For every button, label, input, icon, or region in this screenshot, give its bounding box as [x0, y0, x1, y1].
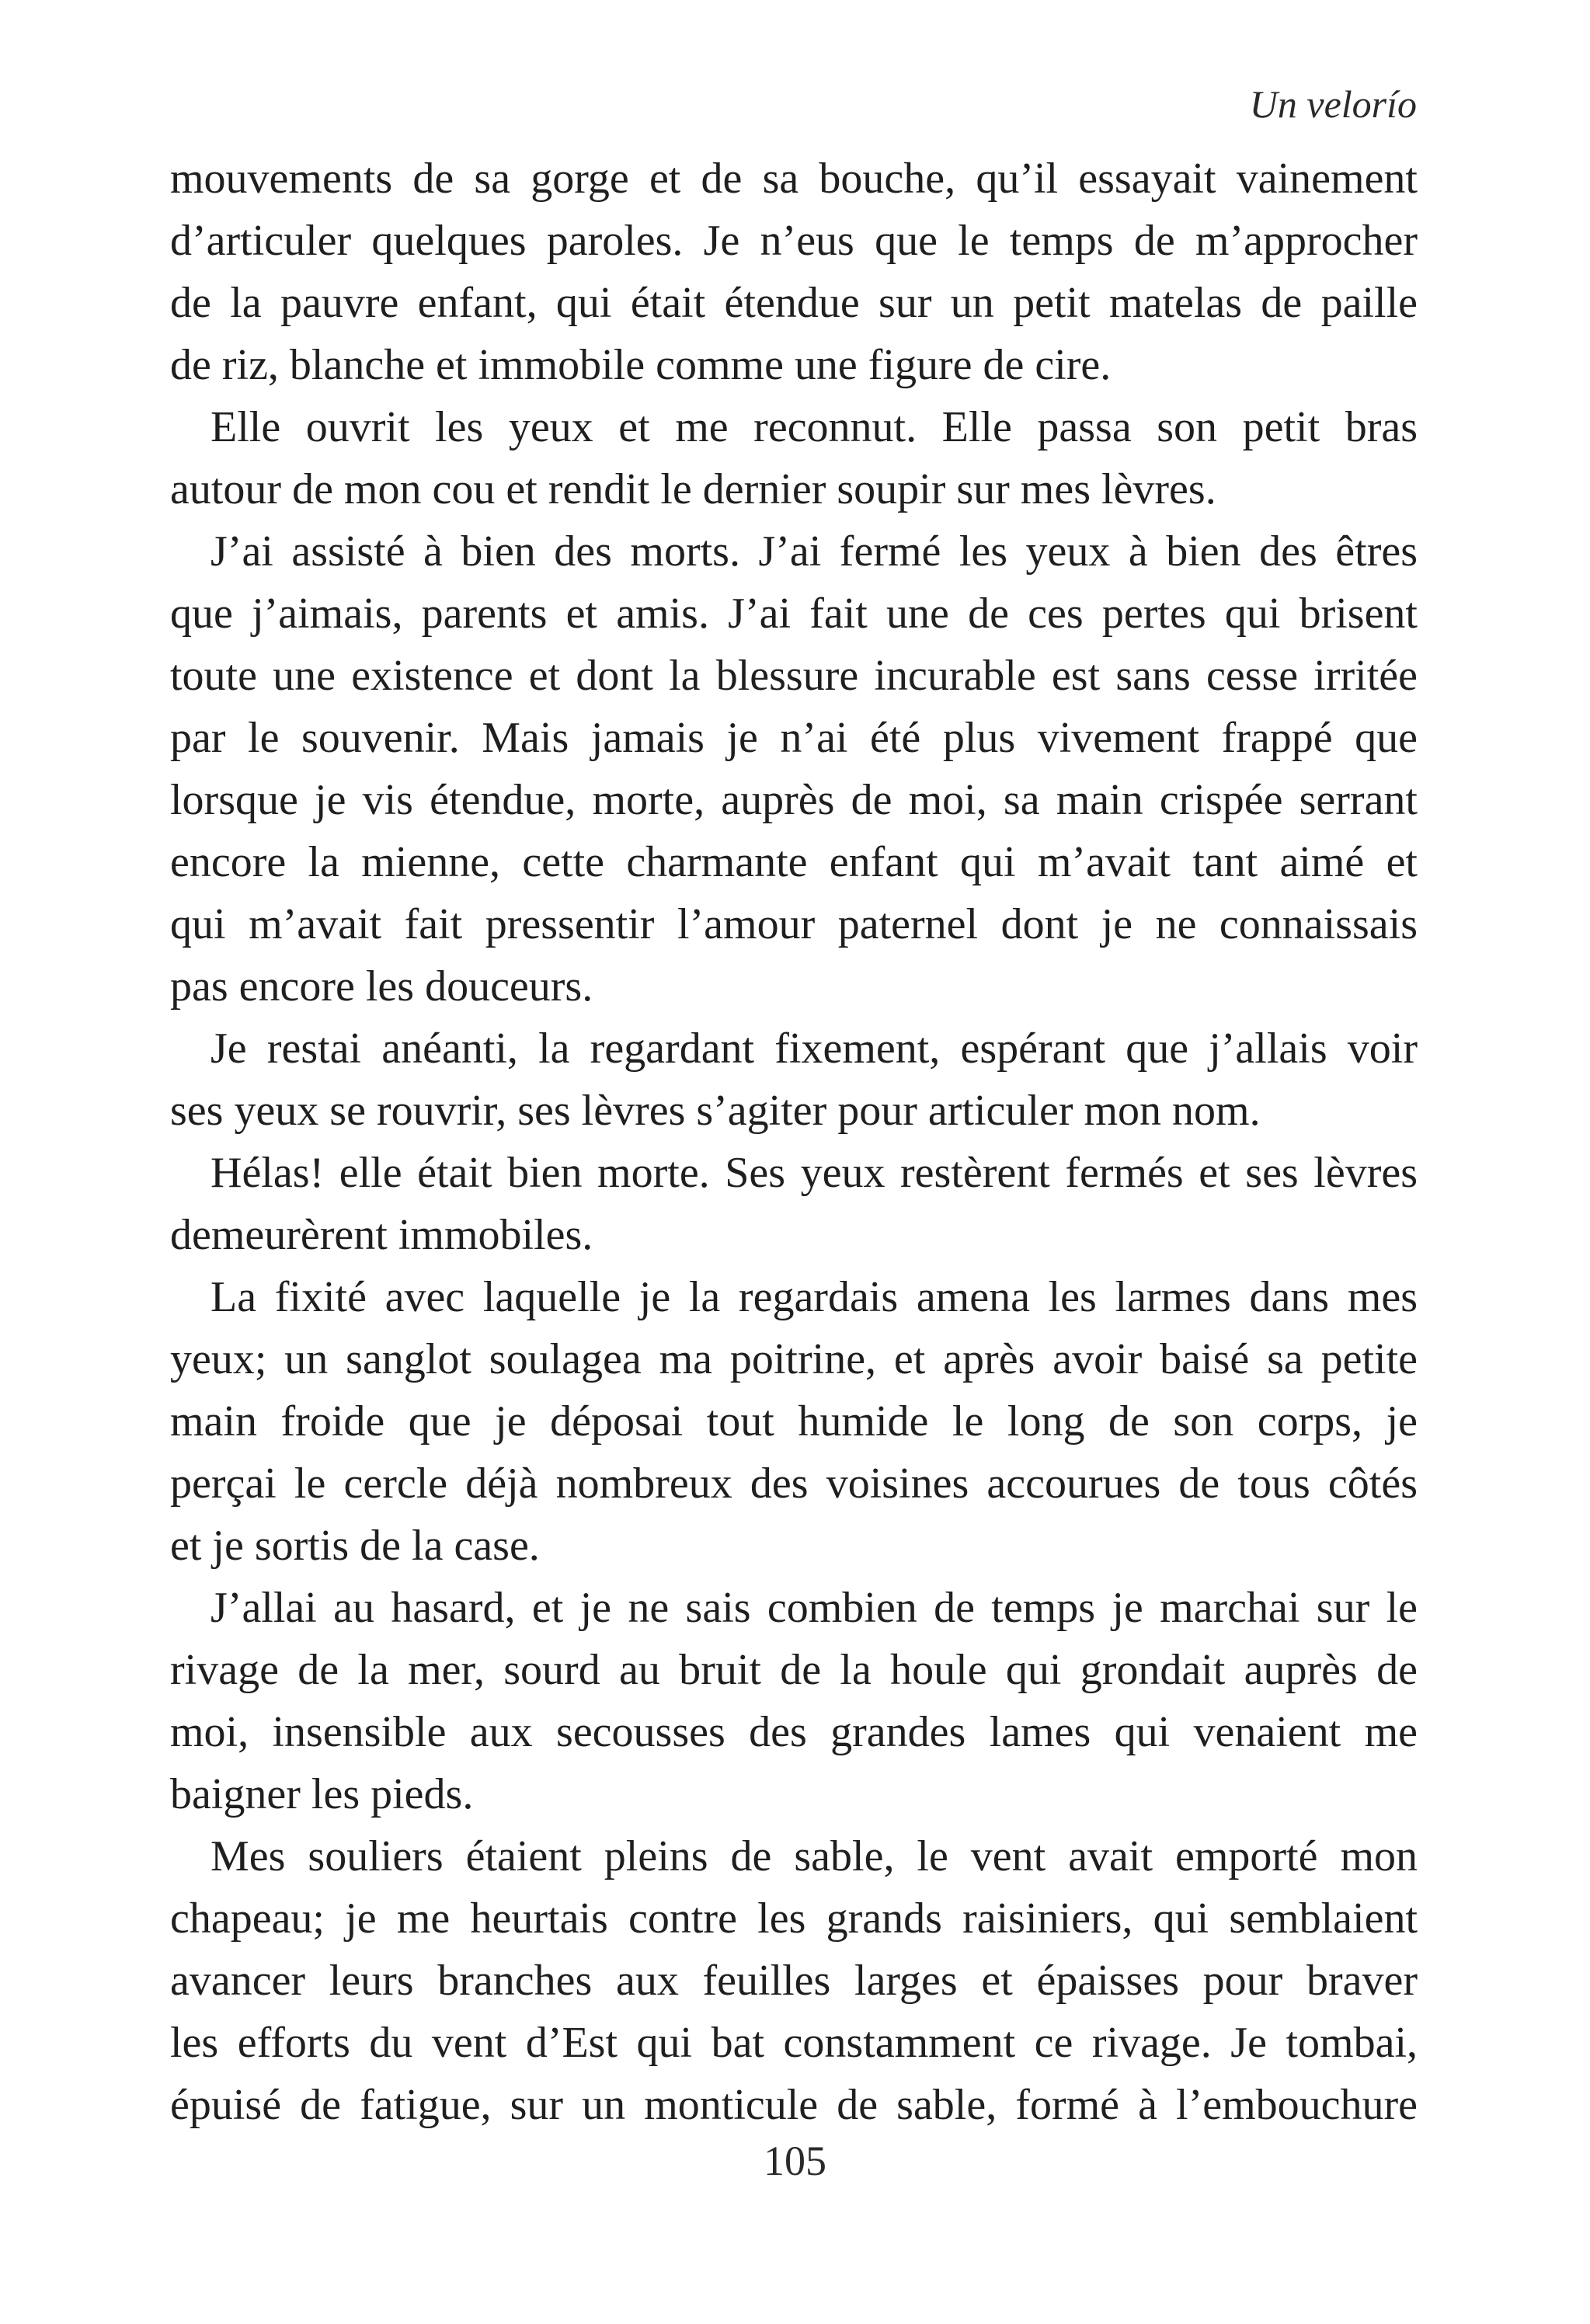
text-line: encore la mienne, cette charmante enfant qui m’avait tant aimé et — [170, 838, 1418, 886]
text-line: La fixité avec laquelle je la regardais amena les larmes dans mes — [210, 1273, 1418, 1321]
paragraph — [170, 1018, 1418, 1142]
text-line: de la pauvre enfant, qui était étendue sur un petit matelas de paille — [170, 279, 1418, 327]
text-line: d’articuler quelques paroles. Je n’eus que le temps de m’approcher — [170, 217, 1418, 265]
text-line: J’ai assisté à bien des morts. J’ai fermé les yeux à bien des êtres — [210, 527, 1418, 576]
text-line: J’allai au hasard, et je ne sais combien de temps je marchai sur le — [210, 1584, 1418, 1632]
text-line: demeurèrent immobiles. — [170, 1211, 593, 1259]
text-line: moi, insensible aux secousses des grandes lames qui venaient me — [170, 1708, 1418, 1756]
text-line: épuisé de fatigue, sur un monticule de sable, formé à l’embouchure — [170, 2081, 1418, 2129]
paragraph — [170, 1266, 1418, 1577]
paragraph — [170, 520, 1418, 1018]
text-line: Mes souliers étaient pleins de sable, le vent avait emporté mon — [210, 1832, 1418, 1880]
running-head: Un velorío — [1249, 82, 1417, 126]
paragraph — [170, 1142, 1418, 1266]
text-line: par le souvenir. Mais jamais je n’ai été plus vivement frappé que — [170, 714, 1418, 762]
text-line: main froide que je déposai tout humide le long de son corps, je — [170, 1397, 1418, 1446]
paragraph — [170, 1825, 1418, 2136]
text-line: pas encore les douceurs. — [170, 962, 593, 1011]
paragraph — [170, 148, 1418, 396]
text-line: ses yeux se rouvrir, ses lèvres s’agiter pour articuler mon nom. — [170, 1087, 1261, 1135]
text-line: lorsque je vis étendue, morte, auprès de moi, sa main crispée serrant — [170, 776, 1418, 824]
text-line: baigner les pieds. — [170, 1770, 474, 1818]
text-line: les efforts du vent d’Est qui bat constamment ce rivage. Je tombai, — [170, 2019, 1418, 2067]
text-line: et je sortis de la case. — [170, 1522, 540, 1570]
paragraph — [170, 396, 1418, 520]
text-line: mouvements de sa gorge et de sa bouche, qu’il essayait vainement — [170, 155, 1418, 203]
text-line: Je restai anéanti, la regardant fixement, espérant que j’allais voir — [210, 1025, 1418, 1073]
text-line: yeux; un sanglot soulagea ma poitrine, et après avoir baisé sa petite — [170, 1335, 1418, 1383]
text-line: rivage de la mer, sourd au bruit de la houle qui grondait auprès de — [170, 1646, 1418, 1694]
text-line: qui m’avait fait pressentir l’amour paternel dont je ne connaissais — [170, 900, 1418, 948]
text-line: toute une existence et dont la blessure incurable est sans cesse irritée — [170, 652, 1418, 700]
text-line: de riz, blanche et immobile comme une figure de cire. — [170, 341, 1112, 389]
paragraph — [170, 1577, 1418, 1825]
text-line: Elle ouvrit les yeux et me reconnut. Elle passa son petit bras — [210, 403, 1418, 451]
text-line: autour de mon cou et rendit le dernier soupir sur mes lèvres. — [170, 465, 1216, 513]
text-line: que j’aimais, parents et amis. J’ai fait une de ces pertes qui brisent — [170, 590, 1418, 638]
body-text — [170, 148, 1418, 2136]
text-line: Hélas! elle était bien morte. Ses yeux restèrent fermés et ses lèvres — [210, 1149, 1418, 1197]
text-line: avancer leurs branches aux feuilles larges et épaisses pour braver — [170, 1957, 1418, 2005]
text-line: chapeau; je me heurtais contre les grands raisiniers, qui semblaient — [170, 1894, 1418, 1943]
page-number: 105 — [764, 2138, 826, 2184]
text-line: perçai le cercle déjà nombreux des voisines accourues de tous côtés — [170, 1459, 1418, 1508]
